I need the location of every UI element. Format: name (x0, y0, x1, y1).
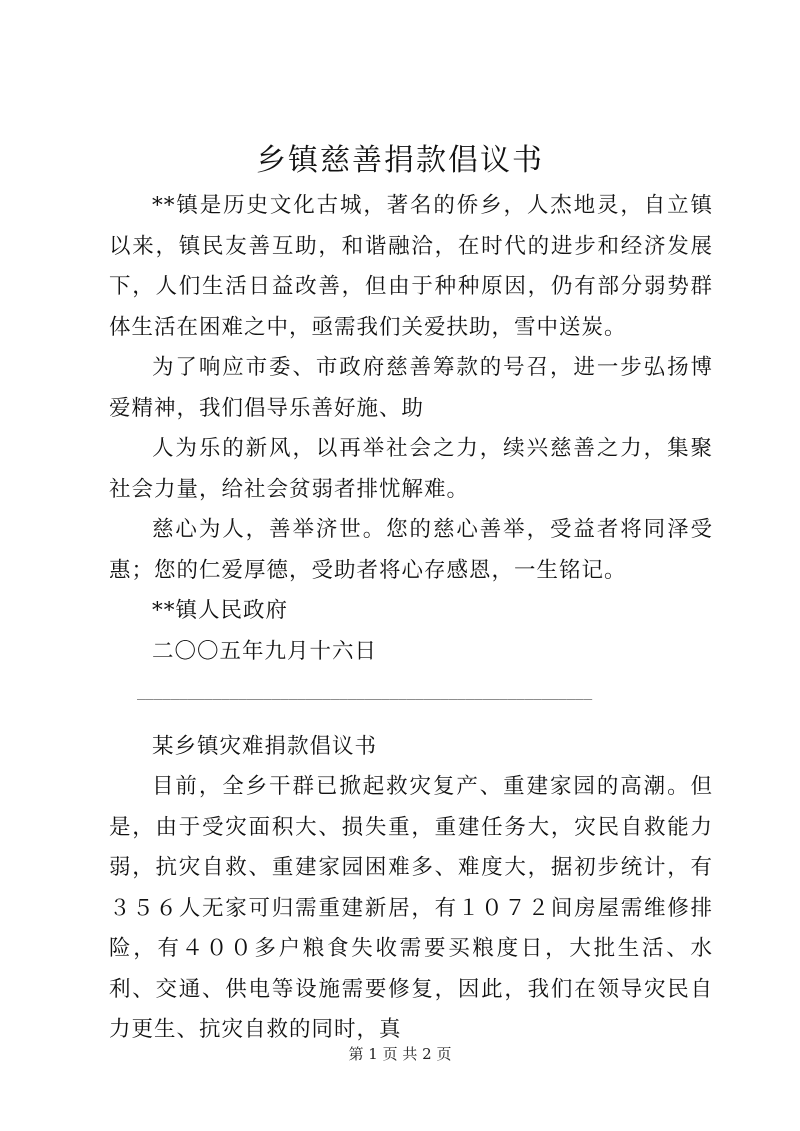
page-footer (0, 1044, 800, 1064)
document-body (109, 186, 713, 1051)
paragraph-disaster: 目前，全乡干群已掀起救灾复产、重建家园的高潮。但是，由于受灾面积大、损失重，重建任务大，灾民自救能力弱，抗灾自救、重建家园困难多、难度大，据初步统计，有３５６人无家可归需重建新居，有１０７２间房屋需维修排险，有４００多户粮食失收需要买粮度日，大批生活、水利、交通、供电等设施需要修复，因此，我们在领导灾民自力更生、抗灾自救的同时，真 (109, 774, 713, 1042)
paragraph-intro: **镇是历史文化古城，著名的侨乡，人杰地灵，自立镇以来，镇民友善互助，和谐融洽，在时代的进步和经济发展下，人们生活日益改善，但由于种种原因，仍有部分弱势群体生活在困难之中，亟需我们关爱扶助，雪中送炭。 (109, 193, 713, 340)
separator-line: ______________________________________________________ (137, 684, 593, 700)
paragraph-call: 为了响应市委、市政府慈善筹款的号召，进一步弘扬博爱精神，我们倡导乐善好施、助 (109, 355, 713, 421)
paragraph-gratitude: 慈心为人，善举济世。您的慈心善举，受益者将同泽受惠；您的仁爱厚德，受助者将心存感恩，一生铭记。 (109, 517, 713, 583)
second-title: 某乡镇灾难捐款倡议书 (152, 733, 378, 759)
paragraph-spirit: 人为乐的新风，以再举社会之力，续兴慈善之力，集聚社会力量，给社会贫弱者排忧解难。 (109, 436, 713, 502)
document-title: 乡镇慈善捐款倡议书 (256, 143, 544, 178)
page-number-label: 第 1 页 共 2 页 (348, 1045, 452, 1063)
spacer (109, 713, 713, 727)
date-line: 二〇〇五年九月十六日 (152, 638, 378, 664)
signature-line: **镇人民政府 (152, 598, 289, 623)
